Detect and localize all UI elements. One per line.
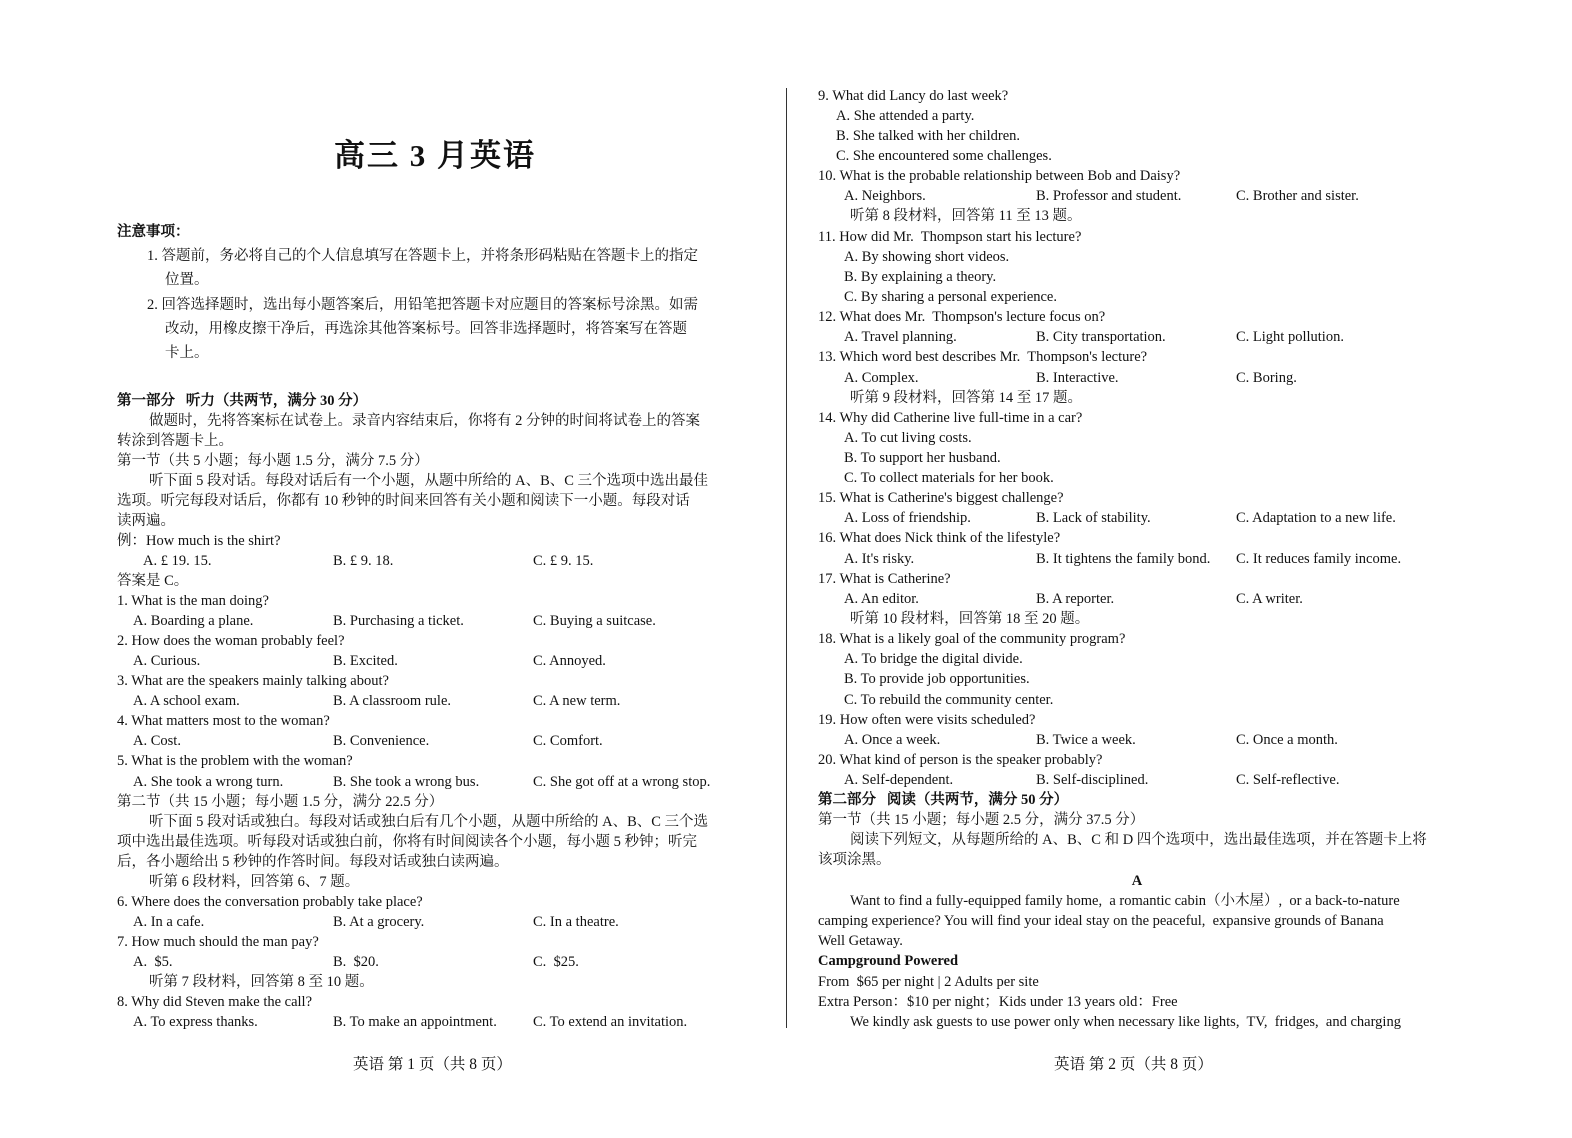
- question: 4. What matters most to the woman?: [117, 713, 330, 729]
- section2-intro: 项中选出最佳选项。听每段对话或独白前，你将有时间阅读各个小题，每小题 5 秒钟；听完: [117, 834, 697, 850]
- example-option: C. £ 9. 15.: [533, 553, 594, 569]
- option: B. Lack of stability.: [1036, 510, 1151, 526]
- passage-label: A: [1131, 873, 1143, 889]
- question: 18. What is a likely goal of the community program?: [818, 631, 1126, 647]
- option: A. To cut living costs.: [844, 430, 972, 446]
- example-answer: 答案是 C。: [117, 573, 189, 589]
- option: A. Loss of friendship.: [844, 510, 971, 526]
- passage-text: We kindly ask guests to use power only when necessary like lights, TV, fridges, and charging: [850, 1014, 1401, 1030]
- option: B. To support her husband.: [844, 450, 1001, 466]
- option: C. To extend an invitation.: [533, 1014, 688, 1030]
- option: B. $20.: [333, 954, 379, 970]
- option: A. Once a week.: [844, 732, 941, 748]
- notice-item: 1. 答题前，务必将自己的个人信息填写在答题卡上，并将条形码粘贴在答题卡上的指定: [147, 248, 698, 264]
- option: C. To rebuild the community center.: [844, 692, 1054, 708]
- option: C. Boring.: [1236, 370, 1297, 386]
- option: A. She took a wrong turn.: [133, 774, 284, 790]
- option: A. Complex.: [844, 370, 919, 386]
- question: 15. What is Catherine's biggest challenge?: [818, 490, 1064, 506]
- page-footer: 英语 第 1 页（共 8 页）: [353, 1056, 512, 1073]
- question: 17. What is Catherine?: [818, 571, 951, 587]
- passage-text: From $65 per night | 2 Adults per site: [818, 974, 1039, 990]
- option: A. It's risky.: [844, 551, 915, 567]
- option: B. Twice a week.: [1036, 732, 1136, 748]
- option: A. In a cafe.: [133, 914, 205, 930]
- page-footer: 英语 第 2 页（共 8 页）: [1054, 1056, 1213, 1073]
- option: C. Brother and sister.: [1236, 188, 1359, 204]
- part1-heading: 第一部分 听力（共两节，满分 30 分）: [117, 393, 368, 409]
- question: 9. What did Lancy do last week?: [818, 88, 1009, 104]
- option: C. In a theatre.: [533, 914, 619, 930]
- option: A. $5.: [133, 954, 173, 970]
- option: A. She attended a party.: [836, 108, 975, 124]
- option: B. To provide job opportunities.: [844, 671, 1030, 687]
- option: B. Interactive.: [1036, 370, 1119, 386]
- option: C. A new term.: [533, 693, 621, 709]
- part2-heading: 第二部分 阅读（共两节，满分 50 分）: [818, 792, 1069, 808]
- option: A. Self-dependent.: [844, 772, 954, 788]
- section1-intro: 读两遍。: [117, 513, 175, 529]
- material-heading: 听第 10 段材料，回答第 18 至 20 题。: [850, 611, 1090, 627]
- option: C. Once a month.: [1236, 732, 1338, 748]
- notice-item: 卡上。: [165, 345, 209, 361]
- question: 16. What does Nick think of the lifestyle?: [818, 530, 1061, 546]
- option: A. Neighbors.: [844, 188, 926, 204]
- section1-intro: 听下面 5 段对话。每段对话后有一个小题，从题中所给的 A、B、C 三个选项中选出最佳: [149, 473, 709, 489]
- question: 2. How does the woman probably feel?: [117, 633, 345, 649]
- question: 3. What are the speakers mainly talking about?: [117, 673, 389, 689]
- option: C. To collect materials for her book.: [844, 470, 1054, 486]
- option: B. Purchasing a ticket.: [333, 613, 464, 629]
- option: A. Cost.: [133, 733, 181, 749]
- option: B. To make an appointment.: [333, 1014, 497, 1030]
- question: 8. Why did Steven make the call?: [117, 994, 313, 1010]
- section2-intro: 后，各小题给出 5 秒钟的作答时间。每段对话或独白读两遍。: [117, 854, 509, 870]
- passage-text: camping experience? You will find your ideal stay on the peaceful, expansive grounds of Banana: [818, 913, 1384, 929]
- option: C. She encountered some challenges.: [836, 148, 1052, 164]
- question: 11. How did Mr. Thompson start his lecture?: [818, 229, 1082, 245]
- question: 12. What does Mr. Thompson's lecture focus on?: [818, 309, 1106, 325]
- option: A. An editor.: [844, 591, 919, 607]
- notice-item: 改动，用橡皮擦干净后，再选涂其他答案标号。回答非选择题时，将答案写在答题: [165, 321, 687, 337]
- notice-item: 2. 回答选择题时，选出每小题答案后，用铅笔把答题卡对应题目的答案标号涂黑。如需: [147, 297, 698, 313]
- question: 5. What is the problem with the woman?: [117, 753, 353, 769]
- passage-subheading: Campground Powered: [818, 953, 959, 969]
- question: 1. What is the man doing?: [117, 593, 269, 609]
- option: A. To express thanks.: [133, 1014, 258, 1030]
- question: 6. Where does the conversation probably take place?: [117, 894, 423, 910]
- material-heading: 听第 7 段材料，回答第 8 至 10 题。: [149, 974, 374, 990]
- option: A. Travel planning.: [844, 329, 957, 345]
- option: C. By sharing a personal experience.: [844, 289, 1057, 305]
- question: 20. What kind of person is the speaker probably?: [818, 752, 1103, 768]
- part2-intro: 阅读下列短文，从每题所给的 A、B、C 和 D 四个选项中，选出最佳选项，并在答题卡上将: [850, 832, 1427, 848]
- option: B. A reporter.: [1036, 591, 1115, 607]
- option: B. Self-disciplined.: [1036, 772, 1149, 788]
- section2-heading: 第二节（共 15 小题；每小题 1.5 分，满分 22.5 分）: [117, 794, 444, 810]
- option: C. Light pollution.: [1236, 329, 1344, 345]
- option: B. It tightens the family bond.: [1036, 551, 1211, 567]
- option: B. She took a wrong bus.: [333, 774, 480, 790]
- material-heading: 听第 8 段材料，回答第 11 至 13 题。: [850, 208, 1082, 224]
- example-question: 例：How much is the shirt?: [117, 533, 281, 549]
- material-heading: 听第 6 段材料，回答第 6、7 题。: [149, 874, 360, 890]
- material-heading: 听第 9 段材料，回答第 14 至 17 题。: [850, 390, 1082, 406]
- part2-section-heading: 第一节（共 15 小题；每小题 2.5 分，满分 37.5 分）: [818, 812, 1145, 828]
- notice-item: 位置。: [165, 272, 209, 288]
- option: A. By showing short videos.: [844, 249, 1010, 265]
- question: 13. Which word best describes Mr. Thompson's lecture?: [818, 349, 1148, 365]
- example-option: B. £ 9. 18.: [333, 553, 394, 569]
- option: A. Boarding a plane.: [133, 613, 254, 629]
- section1-intro: 选项。听完每段对话后，你都有 10 秒钟的时间来回答有关小题和阅读下一小题。每段对话: [117, 493, 690, 509]
- option: B. At a grocery.: [333, 914, 425, 930]
- part1-intro: 转涂到答题卡上。: [117, 433, 233, 449]
- example-option: A. £ 19. 15.: [143, 553, 212, 569]
- option: B. A classroom rule.: [333, 693, 452, 709]
- question: 10. What is the probable relationship between Bob and Daisy?: [818, 168, 1181, 184]
- passage-text: Extra Person：$10 per night；Kids under 13 years old：Free: [818, 994, 1178, 1010]
- option: B. Excited.: [333, 653, 398, 669]
- option: B. Convenience.: [333, 733, 430, 749]
- option: B. She talked with her children.: [836, 128, 1021, 144]
- passage-text: Well Getaway.: [818, 933, 903, 949]
- section2-intro: 听下面 5 段对话或独白。每段对话或独白后有几个小题，从题中所给的 A、B、C 三个选: [149, 814, 709, 830]
- option: A. To bridge the digital divide.: [844, 651, 1023, 667]
- option: C. She got off at a wrong stop.: [533, 774, 711, 790]
- column-divider: [786, 88, 787, 1028]
- part2-intro: 该项涂黑。: [818, 852, 891, 868]
- passage-text: Want to find a fully-equipped family home, a romantic cabin（小木屋）, or a back-to-nature: [850, 893, 1400, 909]
- notice-heading: 注意事项：: [117, 224, 190, 240]
- option: C. Buying a suitcase.: [533, 613, 656, 629]
- option: B. City transportation.: [1036, 329, 1166, 345]
- question: 14. Why did Catherine live full-time in a car?: [818, 410, 1083, 426]
- option: C. A writer.: [1236, 591, 1303, 607]
- option: A. A school exam.: [133, 693, 240, 709]
- question: 7. How much should the man pay?: [117, 934, 319, 950]
- option: C. Comfort.: [533, 733, 603, 749]
- option: B. Professor and student.: [1036, 188, 1182, 204]
- page-title: 高三 3 月英语: [334, 138, 536, 173]
- part1-intro: 做题时，先将答案标在试卷上。录音内容结束后，你将有 2 分钟的时间将试卷上的答案: [149, 413, 700, 429]
- option: C. Adaptation to a new life.: [1236, 510, 1396, 526]
- question: 19. How often were visits scheduled?: [818, 712, 1036, 728]
- option: B. By explaining a theory.: [844, 269, 997, 285]
- option: C. Annoyed.: [533, 653, 606, 669]
- option: A. Curious.: [133, 653, 201, 669]
- option: C. Self-reflective.: [1236, 772, 1340, 788]
- section1-heading: 第一节（共 5 小题；每小题 1.5 分，满分 7.5 分）: [117, 453, 429, 469]
- option: C. It reduces family income.: [1236, 551, 1402, 567]
- option: C. $25.: [533, 954, 579, 970]
